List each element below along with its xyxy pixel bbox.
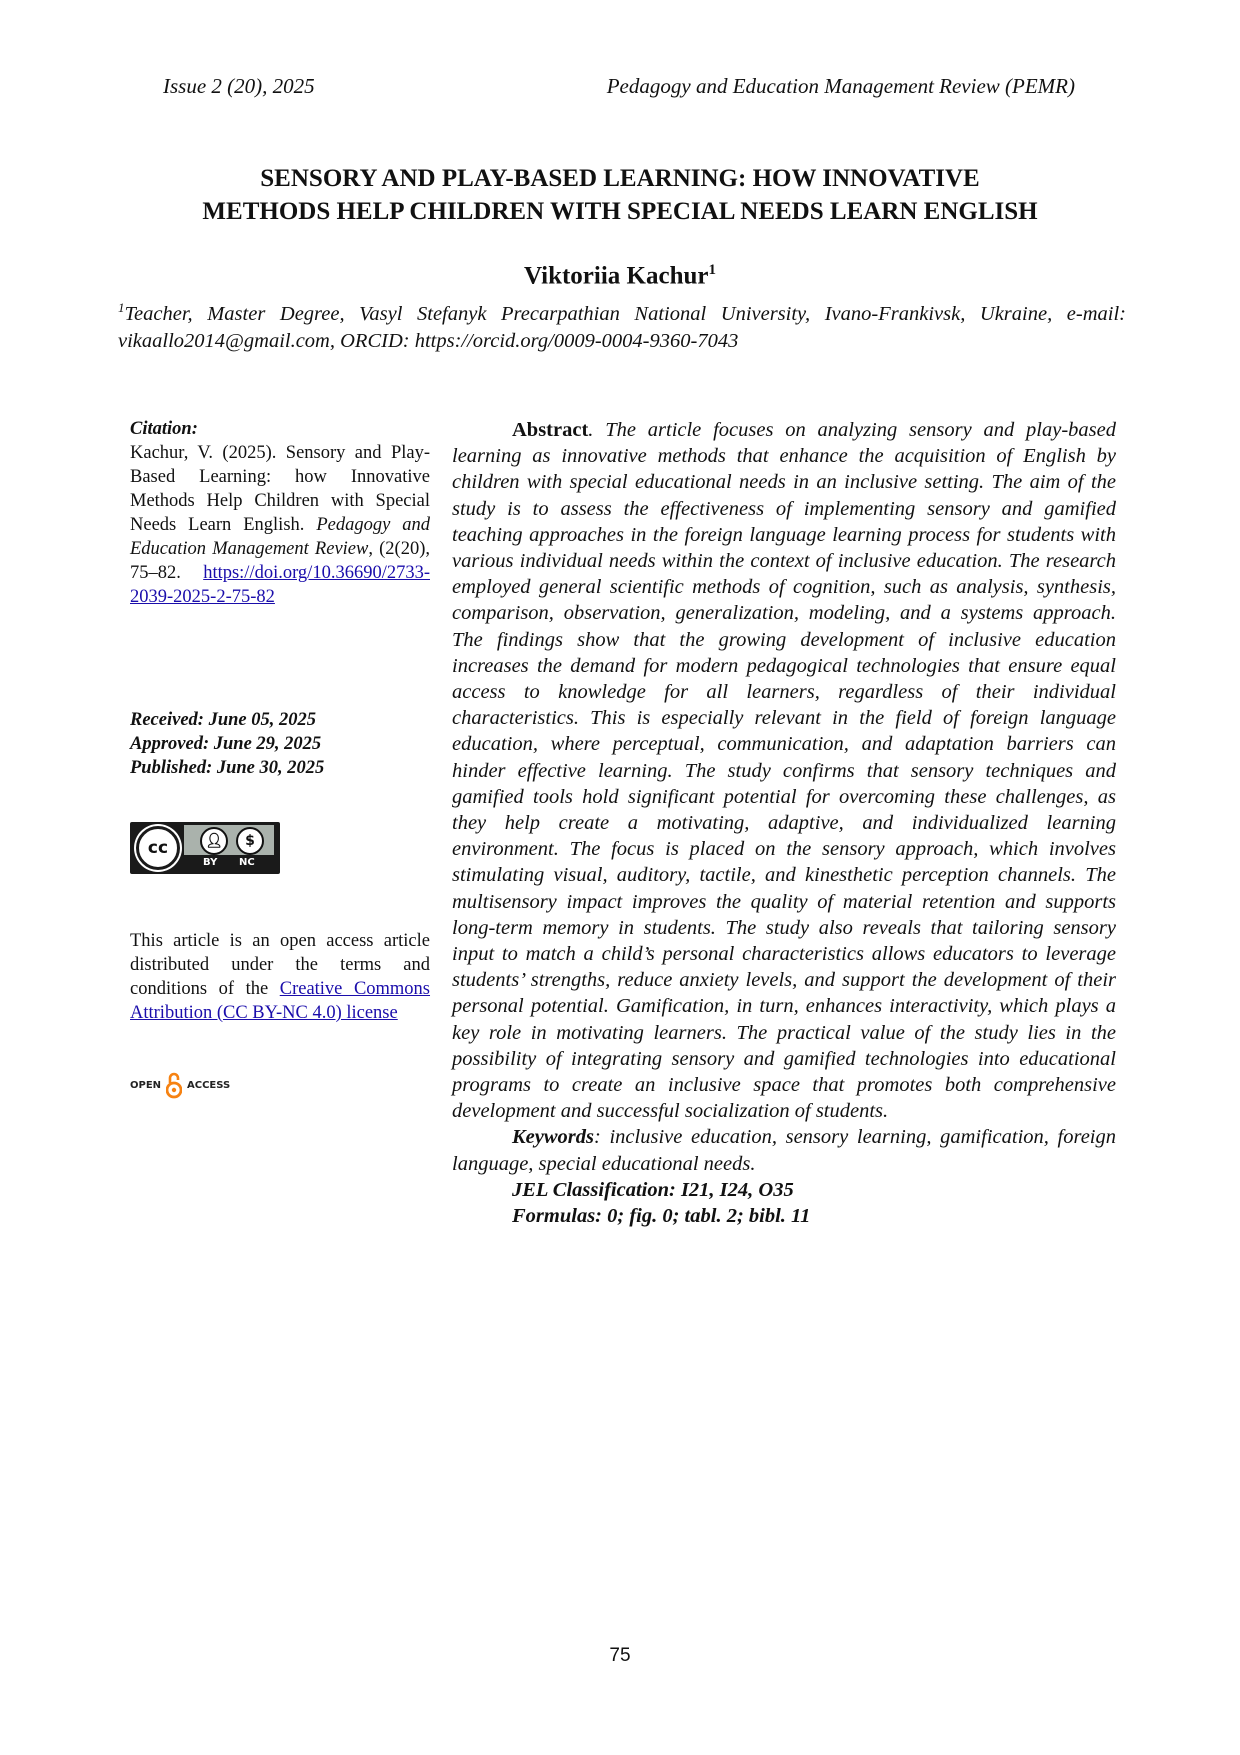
abstract-paragraph [452,417,1116,1124]
published-date: Published: June 30, 2025 [130,758,325,778]
keywords-text: : inclusive education, sensory learning, gamification, foreign language, special educational needs. [452,1126,1116,1175]
formulas-count: Formulas: 0; fig. 0; tabl. 2; bibl. 11 [512,1205,811,1228]
article-title [100,162,1140,228]
page-number: 75 [609,1645,631,1666]
cc-license-badge[interactable] [130,822,280,874]
doi-link[interactable]: https://doi.org/10.36690/2733-2039-2025-2-75-82 [130,563,430,607]
received-date: Received: June 05, 2025 [130,710,316,730]
open-access-logo-access: ACCESS [187,1080,231,1091]
open-lock-icon [166,1071,182,1099]
keywords-paragraph [452,1124,1116,1176]
author-name: Viktoriia Kachur [524,262,709,290]
header-issue: Issue 2 (20), 2025 [163,74,315,98]
citation-block [130,417,430,609]
author-affiliation [118,294,1126,355]
citation-text [130,441,430,609]
abstract-block [452,417,1116,1229]
affiliation-sup: 1 [118,300,125,315]
abstract-text: . The article focuses on analyzing sensory and play-based learning as innovative methods that enhance the acquisition of English by children with special educational needs in an inclusive setting. The aim of the study is to assess the effectiveness of implementing sensory and gamified teaching approaches in the foreign language learning process for students with various individual needs within the context of inclusive education. The research employed general scientific methods of cognition, such as analysis, synthesis, comparison, observation, generalization, modeling, and a systems approach. The findings show that the growing development of inclusive education increases the demand for modern pedagogical technologies that ensure equal access to knowledge for all learners, regardless of their individual characteristics. This is especially relevant in the field of foreign language education, where perceptual, communication, and adaptation barriers can hinder effective learning. The study confirms that sensory techniques and gamified tools hold significant potential for overcoming these challenges, as they help create a motivating, adaptive, and individualized learning environment. The focus is placed on the sensory approach, which involves stimulating visual, auditory, tactile, and kinesthetic perception channels. The multisensory impact improves the quality of material retention and supports long-term memory in students. The study also reveals that tailoring sensory input to match a child’s personal characteristics allows educators to leverage students’ strengths, reduce anxiety levels, and support the development of their personal potential. Gamification, in turn, enhances interactivity, which plays a key role in motivating learners. The practical value of the study lies in the possibility of integrating sensory and gamified technologies into educational programs to create an inclusive space that promotes both comprehensive development and successful socialization of students. [452,419,1116,1123]
affiliation-text: Teacher, Master Degree, Vasyl Stefanyk Precarpathian National University, Ivano-Frankivsk, Ukraine, e-mail: vikaallo2014@gmail.com, ORCID: https://orcid.org/0009-0004-9360-7043 [118,302,1126,352]
author-sup: 1 [708,262,716,278]
keywords-label: Keywords [512,1126,594,1149]
abstract-label: Abstract [512,419,589,441]
citation-label: Citation: [130,419,198,439]
approved-date: Approved: June 29, 2025 [130,734,322,754]
title-line-1: SENSORY AND PLAY-BASED LEARNING: HOW INNOVATIVE [260,165,980,192]
citation-journal: Pedagogy and Education Management Review [130,515,430,559]
by-label: BY [203,857,218,868]
no-dollar-icon: $ [236,827,264,855]
title-line-2: METHODS HELP CHILDREN WITH SPECIAL NEEDS LEARN ENGLISH [202,198,1038,225]
citation-tail: , (2(20), 75–82. [130,539,430,583]
open-access-statement: This article is an open access article distributed under the terms and conditions of the [130,931,430,999]
citation-main: Kachur, V. (2025). Sensory and Play-Based Learning: how Innovative Methods Help Children with Special Needs Learn English. [130,443,430,535]
header-journal: Pedagogy and Education Management Review (PEMR) [606,74,1075,98]
jel-classification: JEL Classification: I21, I24, O35 [512,1178,794,1201]
open-access-text [130,929,430,1025]
open-access-logo-open: OPEN [130,1080,162,1091]
license-link[interactable]: Creative Commons Attribution (CC BY-NC 4.0) license [130,979,431,1023]
cc-icon: cc [136,826,180,870]
person-icon: 👤︎ [200,827,228,855]
author [0,262,1240,290]
dates-block [130,708,430,780]
nc-label: NC [239,857,255,868]
